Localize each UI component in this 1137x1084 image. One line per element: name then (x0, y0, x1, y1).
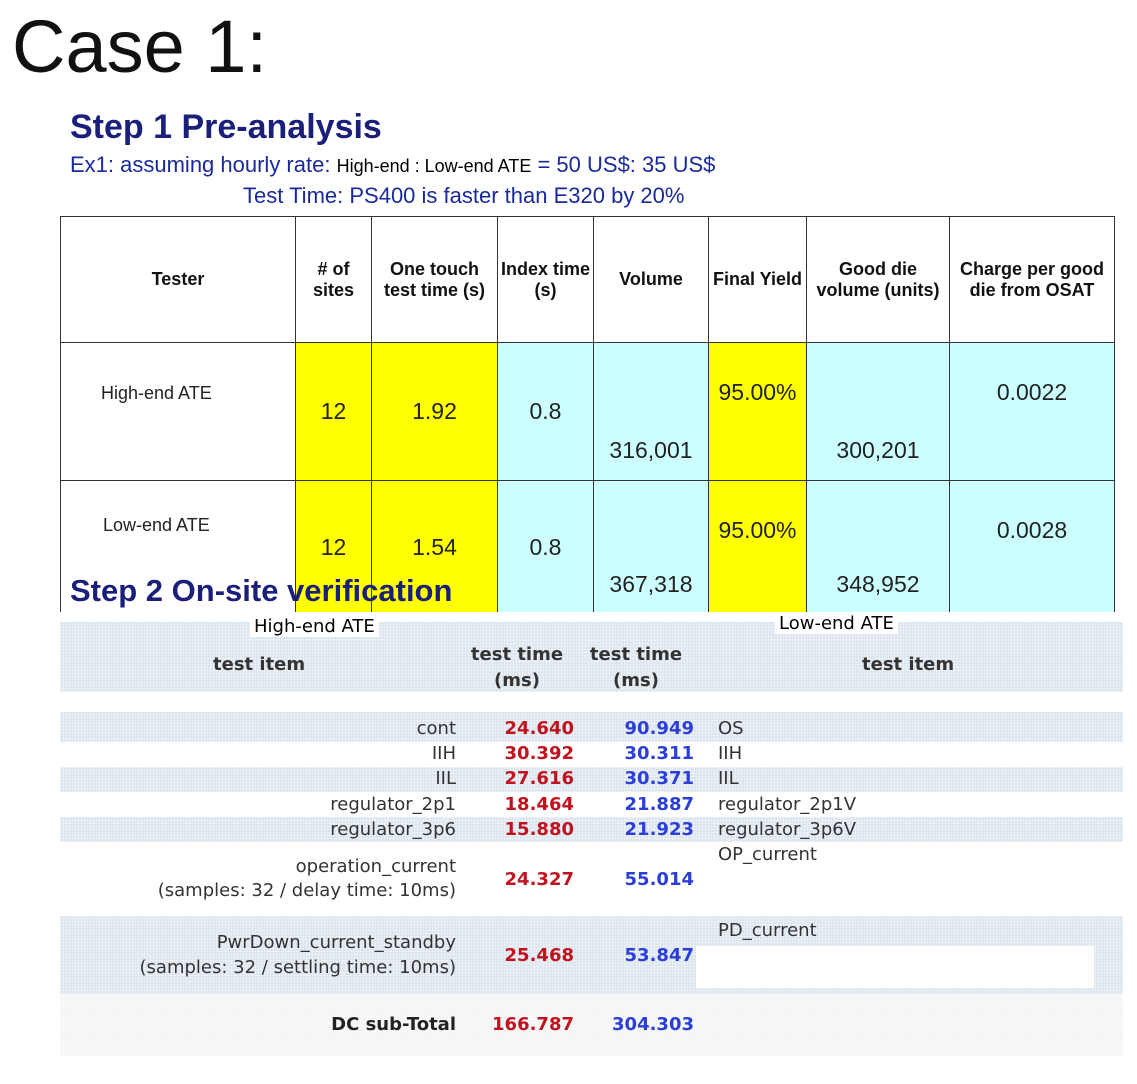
ex1-ate-pair: High-end : Low-end ATE (336, 156, 532, 176)
col-good-die: Good die volume (units) (807, 217, 950, 343)
high-time: 18.464 (504, 794, 574, 815)
high-end-label: High-end ATE (250, 616, 379, 637)
col-touch-time: One touch test time (s) (372, 217, 498, 343)
left-item: PwrDown_current_standby (216, 932, 456, 953)
header-band-top (60, 622, 1123, 640)
left-item: IIH (431, 743, 456, 764)
test-time-note: Test Time: PS400 is faster than E320 by 20% (243, 183, 685, 208)
index-time-cell: 0.8 (498, 481, 594, 615)
left-item-detail: (samples: 32 / settling time: 10ms) (139, 957, 456, 978)
left-item: regulator_3p6 (330, 819, 456, 840)
right-item: PD_current (718, 920, 817, 941)
left-item: cont (416, 718, 456, 739)
volume-cell: 316,001 (594, 343, 709, 481)
right-item: IIL (718, 768, 739, 789)
low-time: 90.949 (624, 718, 694, 739)
total-high: 166.787 (492, 1014, 574, 1035)
left-item-detail: (samples: 32 / delay time: 10ms) (157, 880, 456, 901)
redaction-box (700, 872, 1040, 912)
header-time-low: test time (ms) (589, 644, 683, 691)
right-item: OS (718, 718, 744, 739)
left-item: operation_current (295, 856, 456, 877)
header-right-test-item: test item (862, 654, 955, 675)
good-die-cell: 300,201 (807, 343, 950, 481)
total-low: 304.303 (612, 1014, 694, 1035)
right-item: regulator_2p1V (718, 794, 857, 815)
col-sites: # of sites (296, 217, 372, 343)
right-item: regulator_3p6V (718, 819, 857, 840)
charge-cell: 0.0028 (950, 481, 1115, 615)
index-time-cell: 0.8 (498, 343, 594, 481)
low-time: 30.311 (624, 743, 694, 764)
header-left-test-item: test item (213, 654, 306, 675)
table-header-row (61, 217, 1115, 343)
yield-cell: 95.00% (709, 343, 807, 481)
right-item: OP_current (718, 844, 817, 865)
sites-cell: 12 (296, 343, 372, 481)
low-time: 53.847 (624, 945, 694, 966)
volume-cell: 367,318 (594, 481, 709, 615)
low-time: 30.371 (624, 768, 694, 789)
high-time: 24.640 (504, 718, 574, 739)
hourly-rate-note (70, 152, 715, 178)
charge-cell: 0.0022 (950, 343, 1115, 481)
table-row (61, 343, 1115, 481)
low-time: 21.923 (624, 819, 694, 840)
low-time: 55.014 (624, 869, 694, 890)
yield-cell: 95.00% (709, 481, 807, 615)
sites-cell: 12 (296, 481, 372, 615)
redaction-box (696, 946, 1094, 988)
high-time: 27.616 (504, 768, 574, 789)
case-title: Case 1: (12, 5, 268, 88)
pre-analysis-table (60, 216, 1115, 615)
tester-name: High-end ATE (61, 343, 296, 481)
col-charge: Charge per good die from OSAT (950, 217, 1115, 343)
step2-title: Step 2 On-site verification (70, 573, 453, 608)
low-end-label: Low-end ATE (775, 613, 898, 634)
low-time: 21.887 (624, 794, 694, 815)
col-index-time: Index time (s) (498, 217, 594, 343)
total-label: DC sub-Total (331, 1014, 456, 1035)
left-item: regulator_2p1 (330, 794, 456, 815)
left-item: IIL (435, 768, 456, 789)
right-item: IIH (718, 743, 743, 764)
touch-time-cell: 1.92 (372, 343, 498, 481)
high-time: 25.468 (504, 945, 574, 966)
high-time: 24.327 (504, 869, 574, 890)
col-final-yield: Final Yield (709, 217, 807, 343)
tester-name: Low-end ATE (61, 481, 296, 615)
col-volume: Volume (594, 217, 709, 343)
high-time: 15.880 (504, 819, 574, 840)
step1-title: Step 1 Pre-analysis (70, 108, 382, 146)
high-time: 30.392 (504, 743, 574, 764)
col-tester: Tester (61, 217, 296, 343)
touch-time-cell: 1.54 (372, 481, 498, 615)
ex1-rate-values: = 50 US$: 35 US$ (531, 152, 716, 177)
header-time-high: test time (ms) (470, 644, 564, 691)
good-die-cell: 348,952 (807, 481, 950, 615)
ex1-prefix: Ex1: assuming hourly rate: (70, 152, 337, 177)
